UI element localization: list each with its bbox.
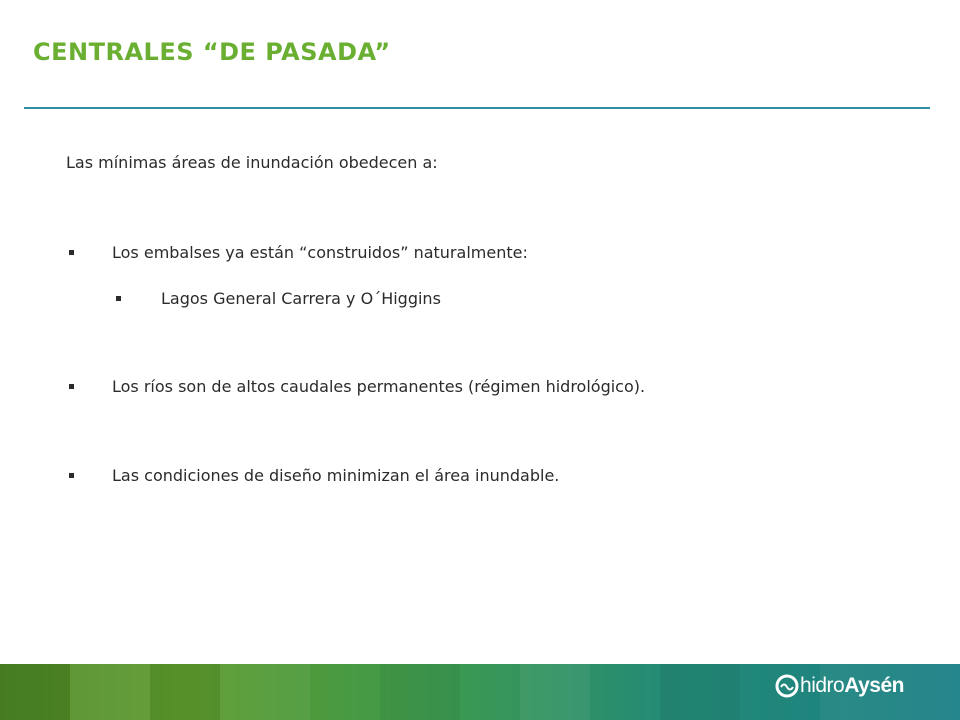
intro-text: Las mínimas áreas de inundación obedecen a:	[66, 153, 438, 172]
bullet-text: Los ríos son de altos caudales permanentes (régimen hidrológico).	[112, 377, 646, 396]
footer-tile	[150, 664, 220, 720]
square-bullet-icon	[69, 250, 74, 255]
logo-wordmark	[800, 674, 904, 698]
logo-prefix: hidro	[800, 674, 845, 697]
sub-bullet-text: Lagos General Carrera y O´Higgins	[161, 289, 441, 308]
bullet-text: Las condiciones de diseño minimizan el área inundable.	[112, 466, 560, 485]
logo-brand: Aysén	[844, 674, 904, 697]
bullet-item	[69, 466, 559, 485]
footer-tile	[220, 664, 310, 720]
footer-tile	[70, 664, 150, 720]
footer-tile	[380, 664, 460, 720]
footer-tile	[0, 664, 70, 720]
hidroaysen-logo-icon	[775, 674, 799, 698]
footer-band	[0, 664, 960, 720]
bullet-item	[69, 377, 645, 396]
hidroaysen-logo	[775, 674, 904, 698]
footer-tile	[660, 664, 740, 720]
title-divider	[24, 107, 930, 109]
bullet-text: Los embalses ya están “construidos” naturalmente:	[112, 243, 528, 262]
slide-title: CENTRALES “DE PASADA”	[33, 38, 391, 66]
footer-tile	[520, 664, 590, 720]
square-bullet-icon	[116, 296, 121, 301]
square-bullet-icon	[69, 473, 74, 478]
square-bullet-icon	[69, 384, 74, 389]
sub-bullet-item	[116, 289, 441, 308]
bullet-item	[69, 243, 528, 262]
